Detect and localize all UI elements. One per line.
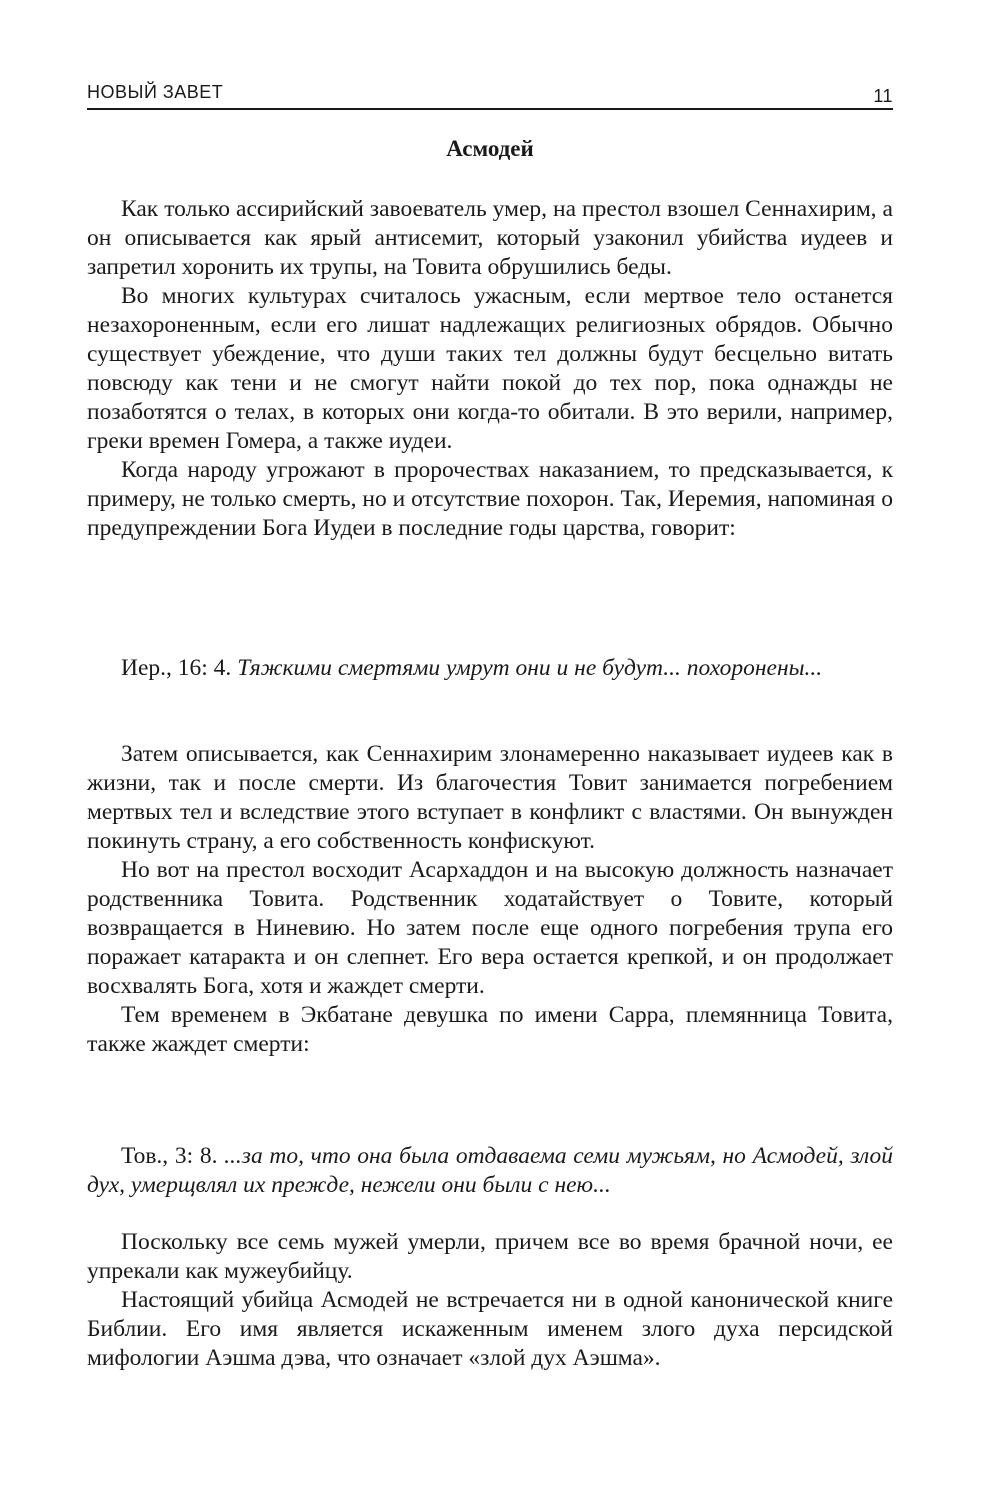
quotation-reference: Иер., 16: 4. bbox=[121, 655, 232, 681]
text-block-2 bbox=[87, 740, 893, 1059]
paragraph: Тем временем в Экбатане девушка по имени Сарра, племянница Товита, также жаждет смерти: bbox=[87, 1002, 893, 1057]
page-number: 11 bbox=[873, 86, 893, 106]
quotation-block-1 bbox=[87, 654, 893, 683]
text-block-3 bbox=[87, 1228, 893, 1373]
quotation-text: Тяжкими смертями умрут они и не будут... похоронены... bbox=[237, 655, 823, 681]
paragraph: Но вот на престол восходит Асархаддон и на высокую должность назначает родственника Товита. Родственник ходатайствует о Товите, который возвращается в Ниневию. Но затем после еще одного погребения трупа его поражает катаракта и он слепнет. Его вера остается крепкой, и он продолжает восхвалять Бога, хотя и жаждет смерти. bbox=[87, 857, 893, 999]
text-block-1 bbox=[87, 195, 893, 543]
running-header bbox=[87, 82, 893, 110]
quotation bbox=[87, 654, 893, 683]
quotation-reference: Тов., 3: 8. bbox=[121, 1143, 218, 1169]
paragraph: Настоящий убийца Асмодей не встречается ни в одной канонической книге Библии. Его имя является искаженным именем злого духа персидской мифологии Аэшма дэва, что означает «злой дух Аэшма». bbox=[87, 1287, 893, 1371]
quotation-text: ...за то, что она была отдаваема семи мужьям, но Асмодей, злой дух, умерщвлял их прежде, нежели они были с нею... bbox=[87, 1143, 894, 1198]
paragraph: Во многих культурах считалось ужасным, если мертвое тело останется незахороненным, если его лишат надлежащих религиозных обрядов. Обычно существует убеждение, что души таких тел должны будут бесцельно витать повсюду как тени и не смогут найти покой до тех пор, пока однажды не позаботятся о телах, в которых они когда-то обитали. В это верили, например, греки времен Гомера, а также иудеи. bbox=[87, 283, 893, 454]
quotation-block-2 bbox=[87, 1142, 893, 1200]
paragraph: Как только ассирийский завоеватель умер, на престол взошел Сеннахирим, а он описывается как ярый антисемит, который узаконил убийства иудеев и запретил хоронить их трупы, на Товита обрушились беды. bbox=[87, 196, 893, 280]
running-title: НОВЫЙ ЗАВЕТ bbox=[87, 82, 224, 102]
quotation bbox=[87, 1142, 893, 1200]
paragraph: Когда народу угрожают в пророчествах наказанием, то предсказывается, к примеру, не только смерть, но и отсутствие похорон. Так, Иеремия, напоминая о предупреждении Бога Иудеи в последние годы царства, говорит: bbox=[87, 457, 893, 541]
paragraph: Затем описывается, как Сеннахирим злонамеренно наказывает иудеев как в жизни, так и после смерти. Из благочестия Товит занимается погребением мертвых тел и вследствие этого вступает в конфликт с властями. Он вынужден покинуть страну, а его собственность конфискуют. bbox=[87, 741, 893, 854]
section-heading: Асмодей bbox=[446, 136, 534, 161]
paragraph: Поскольку все семь мужей умерли, причем все во время брачной ночи, ее упрекали как мужеубийцу. bbox=[87, 1229, 893, 1284]
